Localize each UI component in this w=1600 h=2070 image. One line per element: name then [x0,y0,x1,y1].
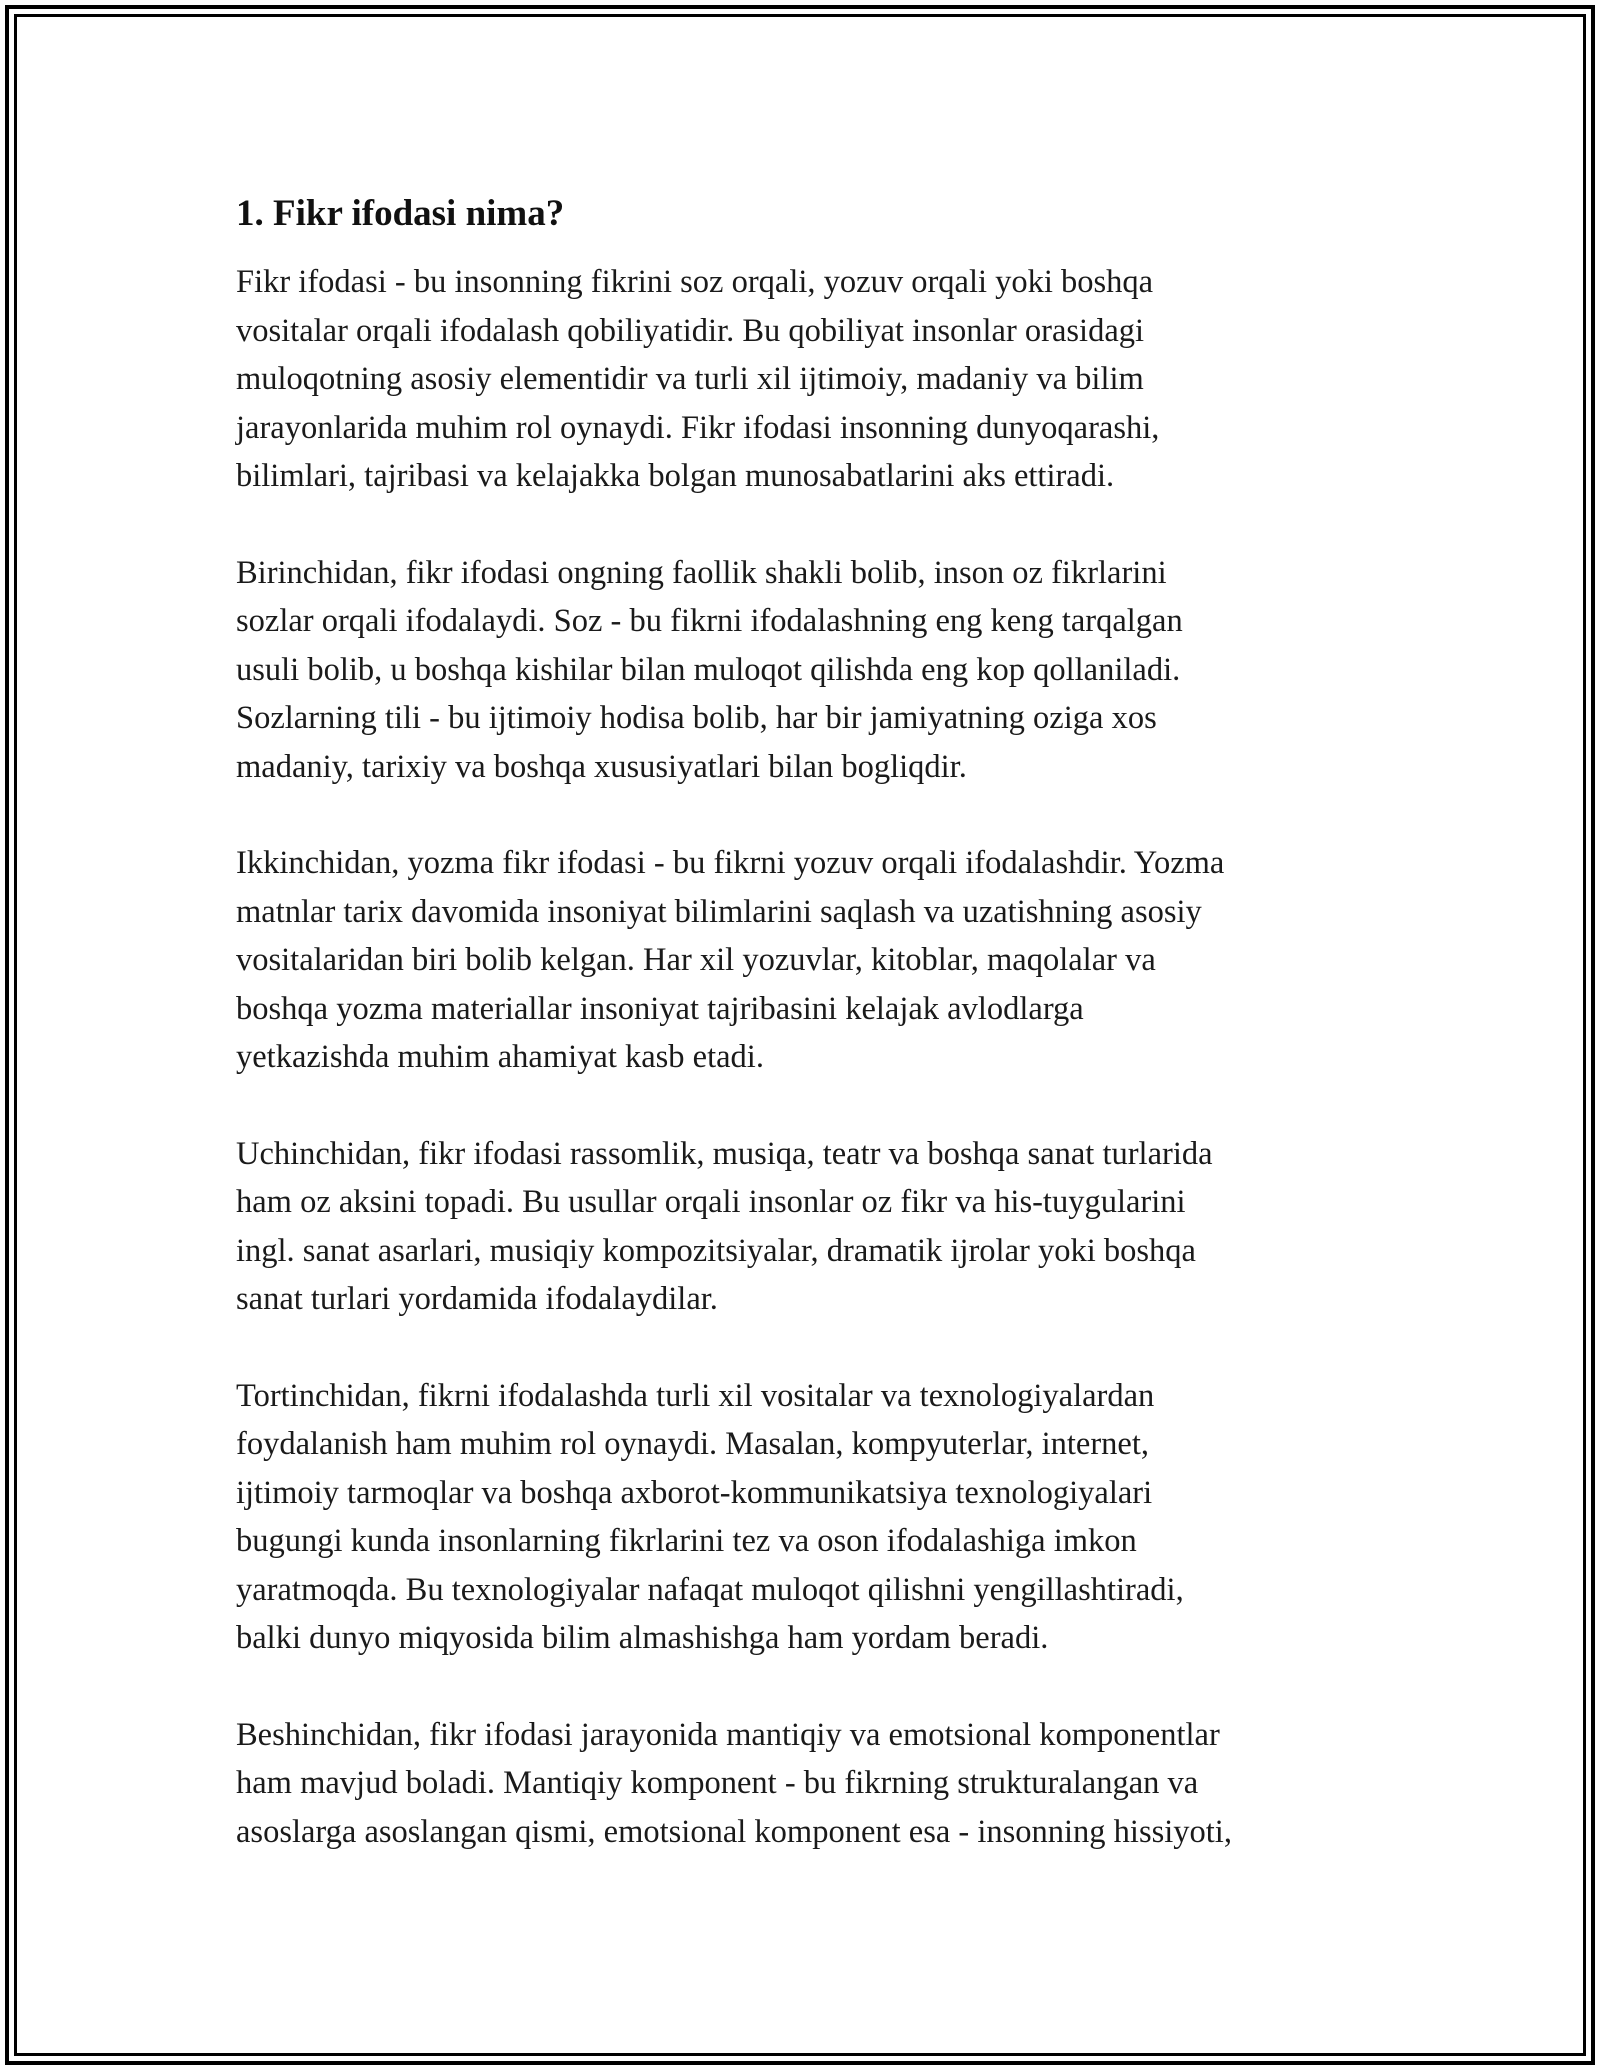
paragraph-first: Birinchidan, fikr ifodasi ongning faollik shakli bolib, inson oz fikrlarini sozlar orqali ifodalaydi. Soz - bu fikrni ifodalashning eng keng tarqalgan usuli bolib, u boshqa kishilar bilan muloqot qilishda eng kop qollaniladi. Sozlarning tili - bu ijtimoiy hodisa bolib, har bir jamiyatning oziga xos madaniy, tarixiy va boshqa xususiyatlari bilan bogliqdir. [236,554,1183,785]
paragraph-fifth: Beshinchidan, fikr ifodasi jarayonida mantiqiy va emotsional komponentlar ham mavjud boladi. Mantiqiy komponent - bu fikrning strukturalangan va asoslarga asoslangan qismi, emotsional komponent esa - insonning hissiyoti, [236,1716,1232,1850]
section-heading: 1. Fikr ifodasi nima? [236,193,565,234]
paragraph-third: Uchinchidan, fikr ifodasi rassomlik, musiqa, teatr va boshqa sanat turlarida ham oz aksini topadi. Bu usullar orqali insonlar oz fikr va his-tuygularini ingl. sanat asarlari, musiqiy kompozitsiyalar, dramatik ijrolar yoki boshqa sanat turlari yordamida ifodalaydilar. [236,1135,1213,1317]
paragraph-second: Ikkinchidan, yozma fikr ifodasi - bu fikrni yozuv orqali ifodalashdir. Yozma matnlar tarix davomida insoniyat bilimlarini saqlash va uzatishning asosiy vositalaridan biri bolib kelgan. Har xil yozuvlar, kitoblar, maqolalar va boshqa yozma materiallar insoniyat tajribasini kelajak avlodlarga yetkazishda muhim ahamiyat kasb etadi. [236,845,1225,1075]
paragraph-intro: Fikr ifodasi - bu insonning fikrini soz orqali, yozuv orqali yoki boshqa vositalar orqali ifodalash qobiliyatidir. Bu qobiliyat insonlar orasidagi muloqotning asosiy elementidir va turli xil ijtimoiy, madaniy va bilim jarayonlarida muhim rol oynaydi. Fikr ifodasi insonning dunyoqarashi, bilimlari, tajribasi va kelajakka bolgan munosabatlarini aks ettiradi. [236,264,1160,494]
document-body [236,186,1386,1904]
paragraph-fourth: Tortinchidan, fikrni ifodalashda turli xil vositalar va texnologiyalardan foydalanish ham muhim rol oynaydi. Masalan, kompyuterlar, internet, ijtimoiy tarmoqlar va boshqa axborot-kommunikatsiya texnologiyalari bugungi kunda insonlarning fikrlarini tez va oson ifodalashiga imkon yaratmoqda. Bu texnologiyalar nafaqat muloqot qilishni yengillashtiradi, balki dunyo miqyosida bilim almashishga ham yordam beradi. [236,1377,1184,1656]
